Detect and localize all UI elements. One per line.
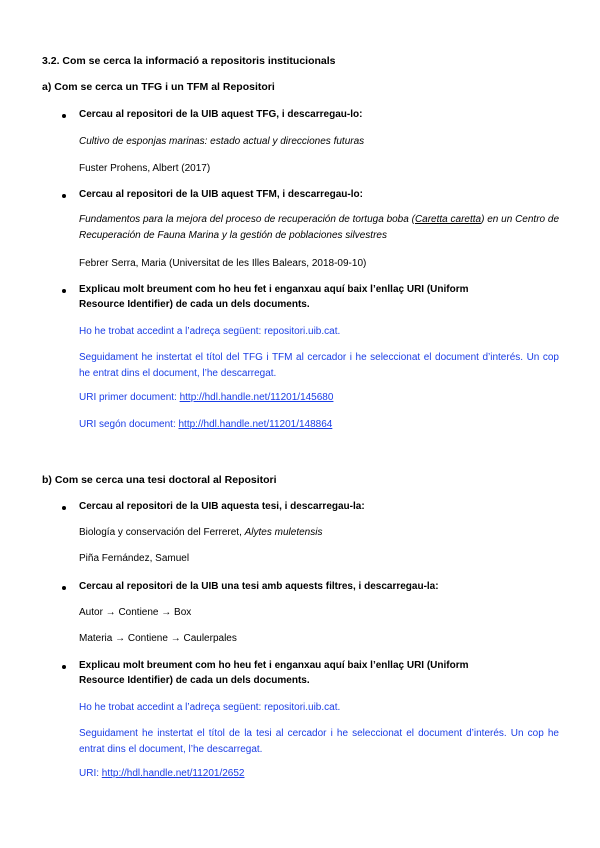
- part-b-item3-prompt-line2: Resource Identifier) de cada un dels documents.: [79, 675, 310, 686]
- bullet-icon: [62, 506, 66, 510]
- part-a-item2-title: Fundamentos para la mejora del proceso de recuperación de tortuga boba (Caretta caretta) en un Centro de Recuperación de Fauna Marina y la gestión de poblaciones silvestres: [79, 214, 559, 241]
- part-a-uri1: URI primer document: http://hdl.handle.net/11201/145680: [79, 392, 334, 403]
- part-a-answer2: Seguidament he instertat el títol del TFG i TFM al cercador i he seleccionat el document d’interés. Un cop he entrat dins el document, l’he descarregat.: [79, 352, 559, 379]
- part-b-filter1: Autor → Contiene → Box: [79, 607, 192, 618]
- bullet-icon: [62, 665, 66, 669]
- part-b-uri: URI: http://hdl.handle.net/11201/2652: [79, 768, 245, 779]
- part-a-heading: a) Com se cerca un TFG i un TFM al Repositori: [42, 81, 275, 93]
- part-a-item1-title: Cultivo de esponjas marinas: estado actual y direcciones futuras: [79, 136, 365, 147]
- uri-link[interactable]: http://hdl.handle.net/11201/2652: [101, 768, 245, 779]
- part-b-item1-title: Biología y conservación del Ferreret, Alytes muletensis: [79, 527, 323, 538]
- part-b-answer1: Ho he trobat accedint a l’adreça següent: repositori.uib.cat.: [79, 702, 341, 713]
- part-b-item1-author: Piña Fernández, Samuel: [79, 553, 190, 564]
- part-b-filter2: Materia → Contiene → Caulerpales: [79, 633, 237, 644]
- part-a-item3-prompt-line2: Resource Identifier) de cada un dels documents.: [79, 299, 310, 310]
- part-a-uri2: URI segón document: http://hdl.handle.net/11201/148864: [79, 419, 333, 430]
- part-b-item1-prompt: Cercau al repositori de la UIB aquesta tesi, i descarregau-la:: [79, 501, 365, 512]
- bullet-icon: [62, 586, 66, 590]
- part-b-heading: b) Com se cerca una tesi doctoral al Repositori: [42, 474, 277, 486]
- part-b-item2-prompt: Cercau al repositori de la UIB una tesi amb aquests filtres, i descarregau-la:: [79, 581, 439, 592]
- part-a-item3-prompt-line1: Explicau molt breument com ho heu fet i enganxau aquí baix l’enllaç URI (Uniform: [79, 284, 469, 295]
- part-a-item2-author: Febrer Serra, Maria (Universitat de les Illes Balears, 2018-09-10): [79, 258, 367, 269]
- bullet-icon: [62, 114, 66, 118]
- part-b-answer2: Seguidament he instertat el títol de la tesi al cercador i he seleccionat el document d’interés. Un cop he entrat dins el document, l’he descarregat.: [79, 728, 559, 755]
- uri2-link[interactable]: http://hdl.handle.net/11201/148864: [178, 419, 333, 430]
- part-a-answer1: Ho he trobat accedint a l’adreça següent: repositori.uib.cat.: [79, 326, 341, 337]
- bullet-icon: [62, 194, 66, 198]
- part-a-item1-prompt: Cercau al repositori de la UIB aquest TFG, i descarregau-lo:: [79, 109, 363, 120]
- part-a-item1-author: Fuster Prohens, Albert (2017): [79, 163, 211, 174]
- section-title: 3.2. Com se cerca la informació a repositoris institucionals: [42, 55, 336, 67]
- bullet-icon: [62, 289, 66, 293]
- part-a-item2-prompt: Cercau al repositori de la UIB aquest TFM, i descarregau-lo:: [79, 189, 363, 200]
- uri1-link[interactable]: http://hdl.handle.net/11201/145680: [179, 392, 334, 403]
- part-b-item3-prompt-line1: Explicau molt breument com ho heu fet i enganxau aquí baix l’enllaç URI (Uniform: [79, 660, 469, 671]
